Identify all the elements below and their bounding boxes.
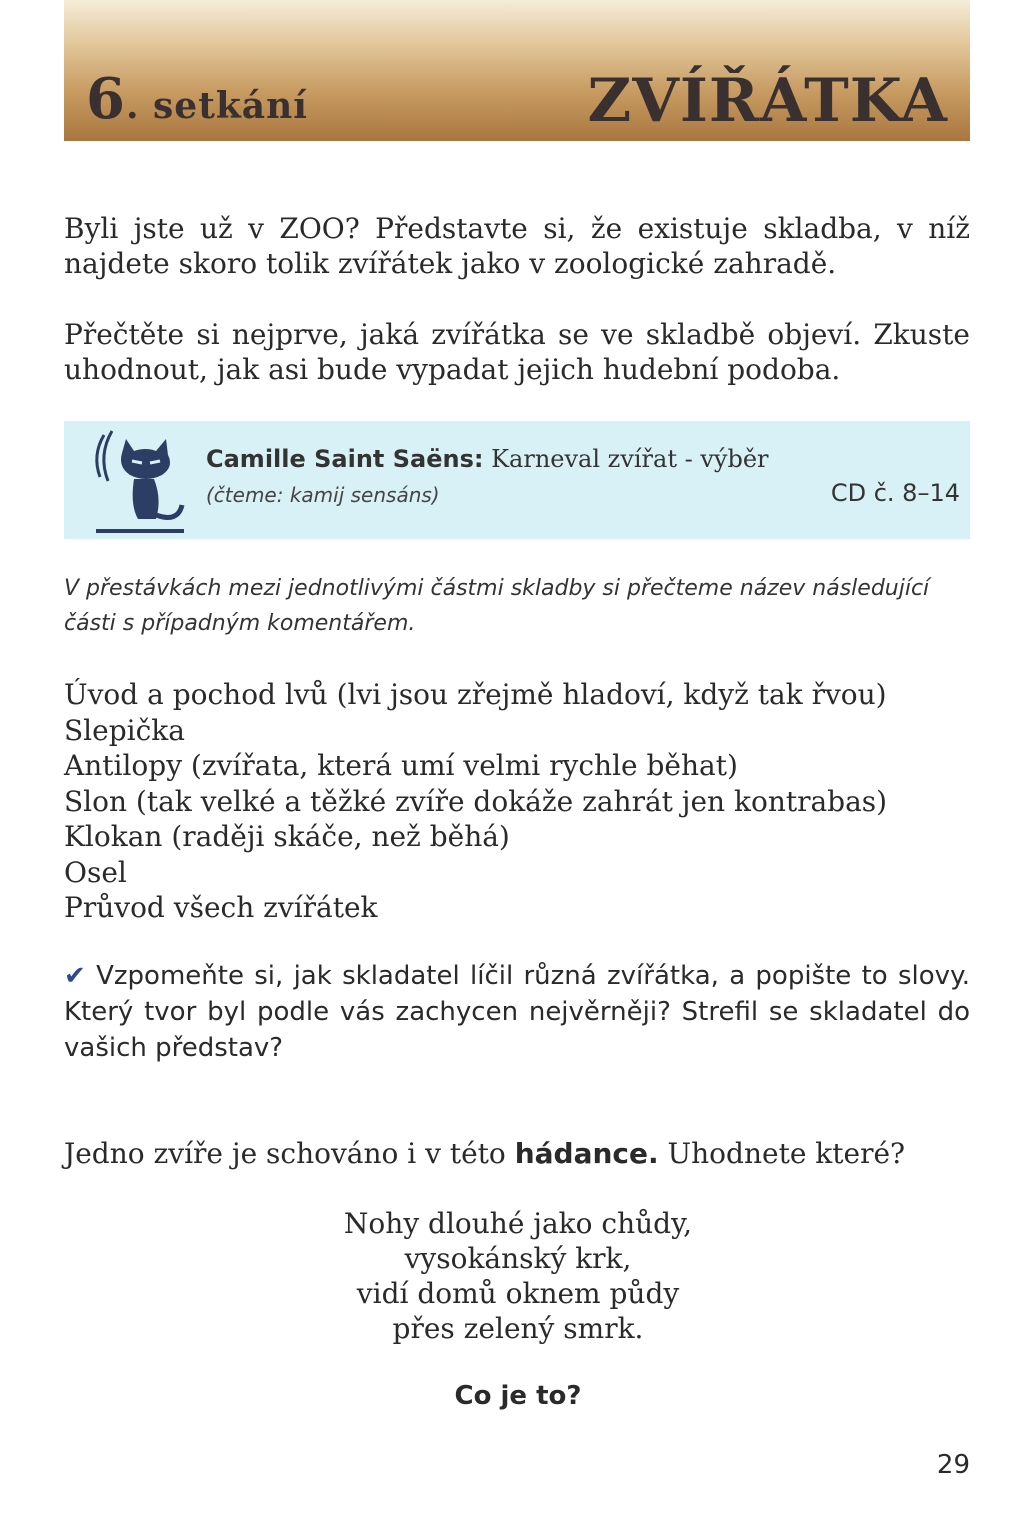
composer-line — [206, 445, 769, 473]
riddle-intro-question: Uhodnete které? — [667, 1137, 906, 1170]
intro-paragraph-1: Byli jste už v ZOO? Představte si, že existuje skladba, v níž najdete skoro tolik zvířátek jako v zoologické zahradě. — [64, 212, 970, 280]
instruction-note: V přestávkách mezi jednotlivými částmi skladby si přečteme název následující části s případným komentářem. — [64, 576, 930, 636]
riddle-question: Co je to? — [454, 1381, 582, 1411]
page-number: 29 — [936, 1450, 970, 1480]
task-text: Vzpomeňte si, jak skladatel líčil různá zvířátka, a popište to slovy. Který tvor byl podle vás zachycen nejvěrněji? Strefil se skladatel do vašich představ? — [64, 961, 971, 1063]
riddle-intro-bold: hádance. — [514, 1137, 659, 1170]
cat-listening-icon — [82, 425, 192, 537]
riddle-intro-text: Jedno zvíře je schováno i v této — [64, 1137, 506, 1170]
intro-paragraph-2: Přečtěte si nejprve, jaká zvířátka se ve skladbě objeví. Zkuste uhodnout, jak asi bude vypadat jejich hudební podoba. — [64, 318, 970, 386]
work-title: Karneval zvířat - výběr — [491, 445, 769, 473]
riddle-poem — [200, 1206, 836, 1346]
poem-line: přes zelený smrk. — [392, 1312, 644, 1345]
movement-list — [64, 677, 970, 926]
poem-line: vidí domů oknem půdy — [356, 1277, 680, 1310]
poem-line: Nohy dlouhé jako chůdy, — [343, 1207, 693, 1240]
list-item: Antilopy (zvířata, která umí velmi rychle běhat) — [64, 749, 738, 782]
list-item: Slepička — [64, 713, 185, 747]
poem-line: vysokánský krk, — [404, 1242, 632, 1275]
composer-name: Camille Saint Saëns: — [206, 445, 484, 473]
riddle-intro — [64, 1136, 970, 1171]
task-paragraph — [64, 958, 970, 1066]
list-item: Slon (tak velké a těžké zvíře dokáže zahrát jen kontrabas) — [64, 784, 888, 818]
list-item: Úvod a pochod lvů (lvi jsou zřejmě hladoví, když tak řvou) — [64, 678, 887, 711]
pronunciation-hint: (čteme: kamij sensáns) — [206, 483, 440, 507]
checkmark-icon: ✔ — [64, 961, 86, 991]
cd-track-reference: CD č. 8–14 — [830, 479, 960, 507]
chapter-title: ZVÍŘÁTKA — [587, 66, 948, 136]
chapter-label: . setkání — [125, 85, 308, 127]
list-item: Klokan (raději skáče, než běhá) — [64, 820, 510, 853]
list-item: Osel — [64, 855, 127, 889]
chapter-banner — [64, 0, 970, 141]
list-item: Průvod všech zvířátek — [64, 891, 378, 924]
chapter-number: 6. setkání — [86, 66, 308, 132]
listening-box — [64, 421, 970, 539]
